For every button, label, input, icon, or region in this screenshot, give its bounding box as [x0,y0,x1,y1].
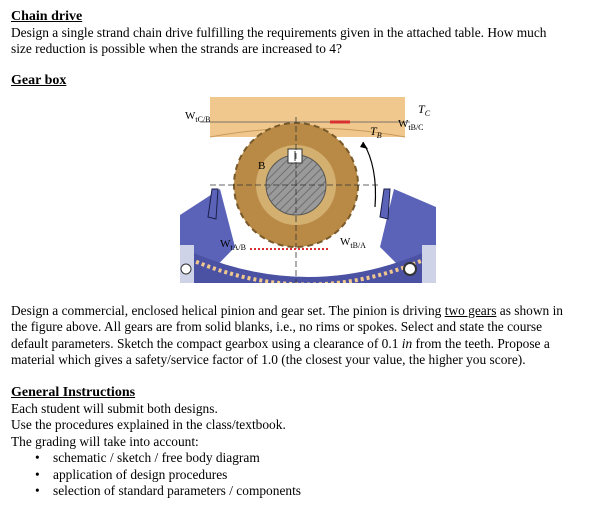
chain-drive-text-line2: size reduction is possible when the strands are increased to 4? [11,41,342,57]
grading-list [11,450,609,499]
gearbox-paragraph [11,303,609,369]
two-gears-underline: two gears [444,303,497,318]
label-wab: $W_{tA/B}$ [220,238,246,252]
chain-drive-section [11,8,609,89]
gear-diagram [180,97,436,283]
instruction-line: Each student will submit both designs. [11,401,218,416]
instruction-line: The grading will take into account: [11,433,199,449]
label-gear-b: B [258,160,266,172]
list-item: • schematic / sketch / free body diagram [35,450,260,466]
instruction-line: Use the procedures explained in the class/textbook. [11,417,286,433]
chain-drive-text-line1: Design a single strand chain drive fulfilling the requirements given in the attached table. How much [11,25,547,40]
gearbox-line4: material which gives a safety/service factor of 1.0 (the closest your value, the higher you score). [11,352,526,368]
gear-figure [180,97,436,283]
chain-drive-heading: Chain drive [11,9,83,24]
label-wbc: $W_{tB/C}$ [398,118,424,132]
general-instructions [11,384,609,499]
instructions-heading: General Instructions [11,385,136,400]
gearbox-line2: the figure above. All gears are from solid blanks, i.e., no rims or spokes. Select and state the course [11,319,543,335]
label-wcb: $W_{tC/B}$ [185,110,211,124]
label-tc: $T_C$ [418,102,431,118]
gearbox-line1: Design a commercial, enclosed helical pinion and gear set. The pinion is driving two gears as shown in [11,303,563,318]
gear-box-heading: Gear box [11,72,67,88]
label-tb: $T_B$ [370,124,382,140]
list-item: • selection of standard parameters / components [35,483,302,499]
gearbox-line3: default parameters. Sketch the compact gearbox using a clearance of 0.1 in from the teeth. Propose a [11,335,550,351]
label-wba: $W_{tB/A}$ [340,236,366,250]
list-item: • application of design procedures [35,466,228,482]
